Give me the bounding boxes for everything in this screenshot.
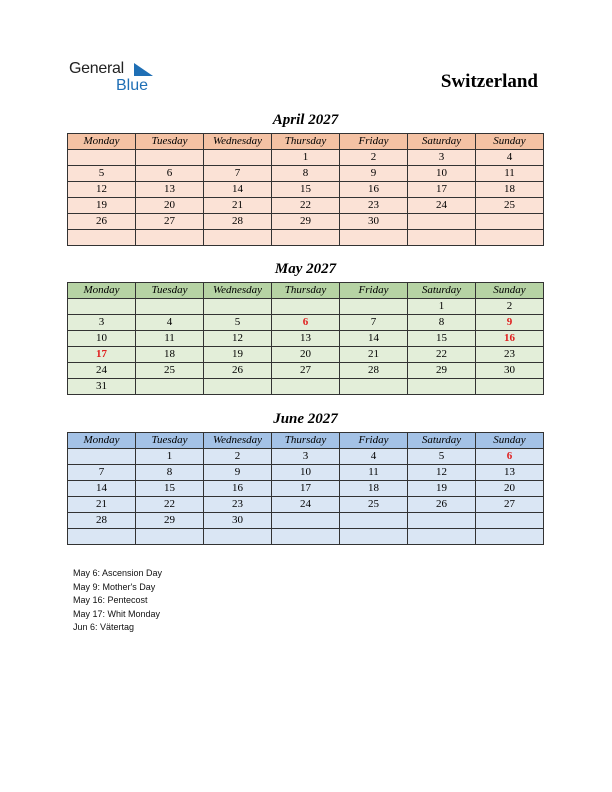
weekday-header: Friday	[340, 283, 408, 299]
day-cell: 7	[340, 315, 408, 331]
day-cell: 18	[136, 347, 204, 363]
calendar-table-may	[67, 282, 544, 395]
day-cell: 7	[204, 166, 272, 182]
day-cell: 20	[272, 347, 340, 363]
day-cell: 1	[136, 449, 204, 465]
week-row	[68, 513, 544, 529]
day-cell	[68, 230, 136, 246]
day-cell	[204, 150, 272, 166]
day-cell: 5	[68, 166, 136, 182]
day-cell: 22	[408, 347, 476, 363]
day-cell: 12	[408, 465, 476, 481]
day-cell: 4	[136, 315, 204, 331]
logo-text-blue: Blue	[116, 77, 149, 94]
day-cell	[408, 529, 476, 545]
day-cell: 26	[408, 497, 476, 513]
day-cell	[136, 150, 204, 166]
day-cell: 13	[272, 331, 340, 347]
day-cell: 20	[136, 198, 204, 214]
weekday-header: Sunday	[476, 283, 544, 299]
day-cell	[136, 230, 204, 246]
day-cell: 3	[68, 315, 136, 331]
day-cell: 23	[204, 497, 272, 513]
day-cell: 28	[204, 214, 272, 230]
holiday-note: May 16: Pentecost	[73, 595, 148, 605]
day-cell: 14	[68, 481, 136, 497]
week-row	[68, 379, 544, 395]
month-title-june: June 2027	[273, 411, 338, 427]
weekday-header-row	[68, 283, 544, 299]
day-cell: 7	[68, 465, 136, 481]
day-cell	[340, 513, 408, 529]
week-row	[68, 198, 544, 214]
day-cell	[340, 379, 408, 395]
day-cell: 29	[136, 513, 204, 529]
day-cell	[476, 230, 544, 246]
calendar-table-april	[67, 133, 544, 246]
day-cell: 19	[408, 481, 476, 497]
week-row	[68, 481, 544, 497]
weekday-header: Sunday	[476, 134, 544, 150]
generalblue-logo	[69, 60, 159, 96]
logo-triangle-icon	[134, 63, 153, 76]
day-cell	[68, 449, 136, 465]
day-cell: 6	[476, 449, 544, 465]
day-cell: 5	[204, 315, 272, 331]
week-row	[68, 497, 544, 513]
day-cell: 30	[204, 513, 272, 529]
calendar-table-june	[67, 432, 544, 545]
week-row	[68, 449, 544, 465]
day-cell	[68, 150, 136, 166]
day-cell: 13	[136, 182, 204, 198]
day-cell: 21	[204, 198, 272, 214]
day-cell: 3	[272, 449, 340, 465]
weekday-header: Saturday	[408, 433, 476, 449]
day-cell: 15	[272, 182, 340, 198]
week-row	[68, 150, 544, 166]
holiday-note: Jun 6: Vätertag	[73, 622, 135, 632]
day-cell	[476, 529, 544, 545]
day-cell: 12	[68, 182, 136, 198]
day-cell: 14	[340, 331, 408, 347]
weekday-header: Thursday	[272, 134, 340, 150]
day-cell: 3	[408, 150, 476, 166]
weekday-header: Tuesday	[136, 433, 204, 449]
day-cell	[68, 529, 136, 545]
day-cell: 10	[68, 331, 136, 347]
weekday-header: Thursday	[272, 283, 340, 299]
weekday-header: Tuesday	[136, 283, 204, 299]
day-cell: 11	[136, 331, 204, 347]
day-cell: 30	[340, 214, 408, 230]
day-cell: 25	[136, 363, 204, 379]
day-cell	[272, 379, 340, 395]
weekday-header: Saturday	[408, 134, 476, 150]
week-row	[68, 299, 544, 315]
weekday-header: Monday	[68, 433, 136, 449]
day-cell	[204, 379, 272, 395]
day-cell	[204, 299, 272, 315]
week-row	[68, 166, 544, 182]
day-cell: 19	[68, 198, 136, 214]
day-cell: 4	[476, 150, 544, 166]
day-cell: 28	[68, 513, 136, 529]
day-cell: 27	[476, 497, 544, 513]
day-cell: 26	[204, 363, 272, 379]
weekday-header: Friday	[340, 134, 408, 150]
day-cell: 1	[408, 299, 476, 315]
country-title: Switzerland	[440, 71, 538, 92]
day-cell: 24	[68, 363, 136, 379]
day-cell	[272, 230, 340, 246]
week-row	[68, 214, 544, 230]
day-cell: 17	[408, 182, 476, 198]
week-row	[68, 465, 544, 481]
day-cell: 5	[408, 449, 476, 465]
day-cell	[204, 529, 272, 545]
day-cell: 11	[340, 465, 408, 481]
weekday-header: Thursday	[272, 433, 340, 449]
day-cell: 27	[136, 214, 204, 230]
logo-text-general: General	[69, 60, 124, 77]
weekday-header: Saturday	[408, 283, 476, 299]
day-cell	[136, 379, 204, 395]
day-cell: 10	[272, 465, 340, 481]
week-row	[68, 315, 544, 331]
day-cell: 6	[272, 315, 340, 331]
holiday-notes	[73, 567, 162, 635]
day-cell: 17	[68, 347, 136, 363]
day-cell: 16	[476, 331, 544, 347]
day-cell: 22	[136, 497, 204, 513]
day-cell: 13	[476, 465, 544, 481]
day-cell: 2	[340, 150, 408, 166]
week-row	[68, 529, 544, 545]
day-cell: 17	[272, 481, 340, 497]
day-cell	[272, 529, 340, 545]
day-cell	[476, 214, 544, 230]
day-cell: 15	[136, 481, 204, 497]
holiday-note: May 6: Ascension Day	[73, 568, 163, 578]
day-cell: 30	[476, 363, 544, 379]
day-cell: 12	[204, 331, 272, 347]
day-cell: 31	[68, 379, 136, 395]
day-cell: 16	[204, 481, 272, 497]
day-cell	[272, 299, 340, 315]
day-cell: 28	[340, 363, 408, 379]
weekday-header: Wednesday	[204, 283, 272, 299]
day-cell	[272, 513, 340, 529]
day-cell: 8	[272, 166, 340, 182]
weekday-header: Monday	[68, 134, 136, 150]
holiday-note: May 9: Mother's Day	[73, 581, 156, 592]
weekday-header-row	[68, 433, 544, 449]
weekday-header: Monday	[68, 283, 136, 299]
day-cell: 1	[272, 150, 340, 166]
day-cell: 15	[408, 331, 476, 347]
day-cell	[408, 214, 476, 230]
day-cell	[340, 529, 408, 545]
week-row	[68, 363, 544, 379]
day-cell	[408, 513, 476, 529]
week-row	[68, 230, 544, 246]
day-cell: 9	[204, 465, 272, 481]
week-row	[68, 182, 544, 198]
weekday-header: Friday	[340, 433, 408, 449]
day-cell: 11	[476, 166, 544, 182]
day-cell: 4	[340, 449, 408, 465]
day-cell: 24	[272, 497, 340, 513]
day-cell	[408, 230, 476, 246]
month-title-may: May 2027	[274, 261, 337, 277]
day-cell: 26	[68, 214, 136, 230]
day-cell: 29	[272, 214, 340, 230]
day-cell	[340, 230, 408, 246]
weekday-header: Tuesday	[136, 134, 204, 150]
day-cell: 24	[408, 198, 476, 214]
holiday-note: May 17: Whit Monday	[73, 608, 161, 619]
day-cell: 2	[204, 449, 272, 465]
day-cell: 19	[204, 347, 272, 363]
week-row	[68, 331, 544, 347]
day-cell: 21	[68, 497, 136, 513]
day-cell	[476, 379, 544, 395]
day-cell: 18	[340, 481, 408, 497]
day-cell: 23	[476, 347, 544, 363]
day-cell: 27	[272, 363, 340, 379]
day-cell: 20	[476, 481, 544, 497]
day-cell: 29	[408, 363, 476, 379]
day-cell	[136, 529, 204, 545]
day-cell	[204, 230, 272, 246]
day-cell: 10	[408, 166, 476, 182]
day-cell	[408, 379, 476, 395]
day-cell	[136, 299, 204, 315]
day-cell: 16	[340, 182, 408, 198]
day-cell: 22	[272, 198, 340, 214]
day-cell: 14	[204, 182, 272, 198]
day-cell: 6	[136, 166, 204, 182]
day-cell: 18	[476, 182, 544, 198]
month-title-april: April 2027	[272, 112, 339, 128]
week-row	[68, 347, 544, 363]
day-cell: 25	[340, 497, 408, 513]
weekday-header: Wednesday	[204, 134, 272, 150]
weekday-header: Sunday	[476, 433, 544, 449]
day-cell	[340, 299, 408, 315]
day-cell	[476, 513, 544, 529]
day-cell: 9	[476, 315, 544, 331]
weekday-header: Wednesday	[204, 433, 272, 449]
weekday-header-row	[68, 134, 544, 150]
day-cell: 8	[136, 465, 204, 481]
day-cell: 8	[408, 315, 476, 331]
day-cell	[68, 299, 136, 315]
day-cell: 25	[476, 198, 544, 214]
day-cell: 23	[340, 198, 408, 214]
day-cell: 9	[340, 166, 408, 182]
day-cell: 21	[340, 347, 408, 363]
day-cell: 2	[476, 299, 544, 315]
